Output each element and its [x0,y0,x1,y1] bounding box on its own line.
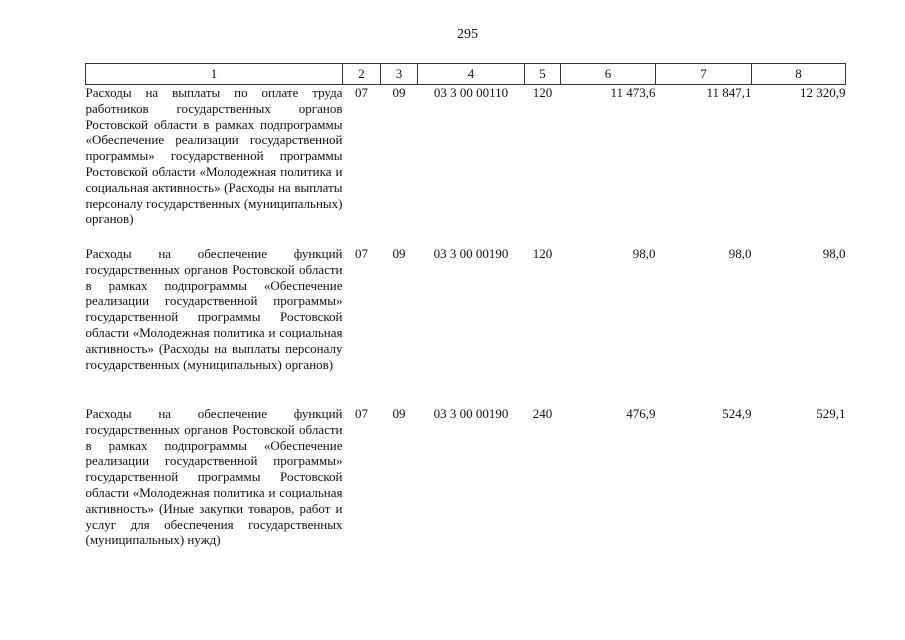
row-amount-col-7: 11 847,1 [706,85,752,100]
row-amount-col-7: 98,0 [728,246,752,261]
row-amount-col-8: 12 320,9 [800,85,846,100]
row-target-article-code: 03 3 00 00190 [433,246,509,261]
row-target-article-code: 03 3 00 00110 [433,85,509,100]
row-section-code: 07 [355,85,368,100]
row-subsection-code: 09 [392,85,406,100]
row-expense-type-code: 120 [532,246,553,261]
header-cell-col-5: 5 [525,64,561,85]
header-cell-col-4: 4 [418,64,525,85]
row-description: Расходы на обеспечение функций государственных органов Ростовской области в рамках подпрограммы «Обеспечение реализации государственной программы» государственной программы Ростовской области «Молодежная политика и социальная активность» (Расходы на выплаты персоналу государственных (муниципальных) органов) [85,246,343,372]
row-amount-col-6: 11 473,6 [610,85,656,100]
row-amount-col-6: 476,9 [626,406,656,421]
table-row [86,246,846,406]
table-header-row [86,64,846,85]
row-amount-col-7: 524,9 [722,406,752,421]
row-amount-col-8: 529,1 [816,406,846,421]
row-target-article-code: 03 3 00 00190 [433,406,509,421]
header-cell-col-6: 6 [561,64,656,85]
row-subsection-code: 09 [392,246,406,261]
header-cell-col-7: 7 [656,64,752,85]
page-number: 295 [457,27,478,42]
header-cell-col-3: 3 [381,64,418,85]
budget-table [85,63,846,566]
row-section-code: 07 [355,246,368,261]
row-expense-type-code: 240 [532,406,553,421]
header-cell-col-1: 1 [86,64,343,85]
header-cell-col-2: 2 [343,64,381,85]
table-row [86,406,846,566]
row-description: Расходы на выплаты по оплате труда работников государственных органов Ростовской области в рамках подпрограммы «Обеспечение реализации государственной программы» государственной программы Ростовской области «Молодежная политика и социальная активность» (Расходы на выплаты персоналу государственных (муниципальных) органов) [85,85,343,227]
row-description: Расходы на обеспечение функций государственных органов Ростовской области в рамках подпрограммы «Обеспечение реализации государственной программы» государственной программы Ростовской области «Молодежная политика и социальная активность» (Иные закупки товаров, работ и услуг для обеспечения государственных (муниципальных) нужд) [85,406,343,548]
row-expense-type-code: 120 [532,85,553,100]
row-amount-col-6: 98,0 [632,246,656,261]
row-amount-col-8: 98,0 [822,246,846,261]
table-row [86,85,846,247]
row-subsection-code: 09 [392,406,406,421]
header-cell-col-8: 8 [752,64,846,85]
row-section-code: 07 [355,406,368,421]
